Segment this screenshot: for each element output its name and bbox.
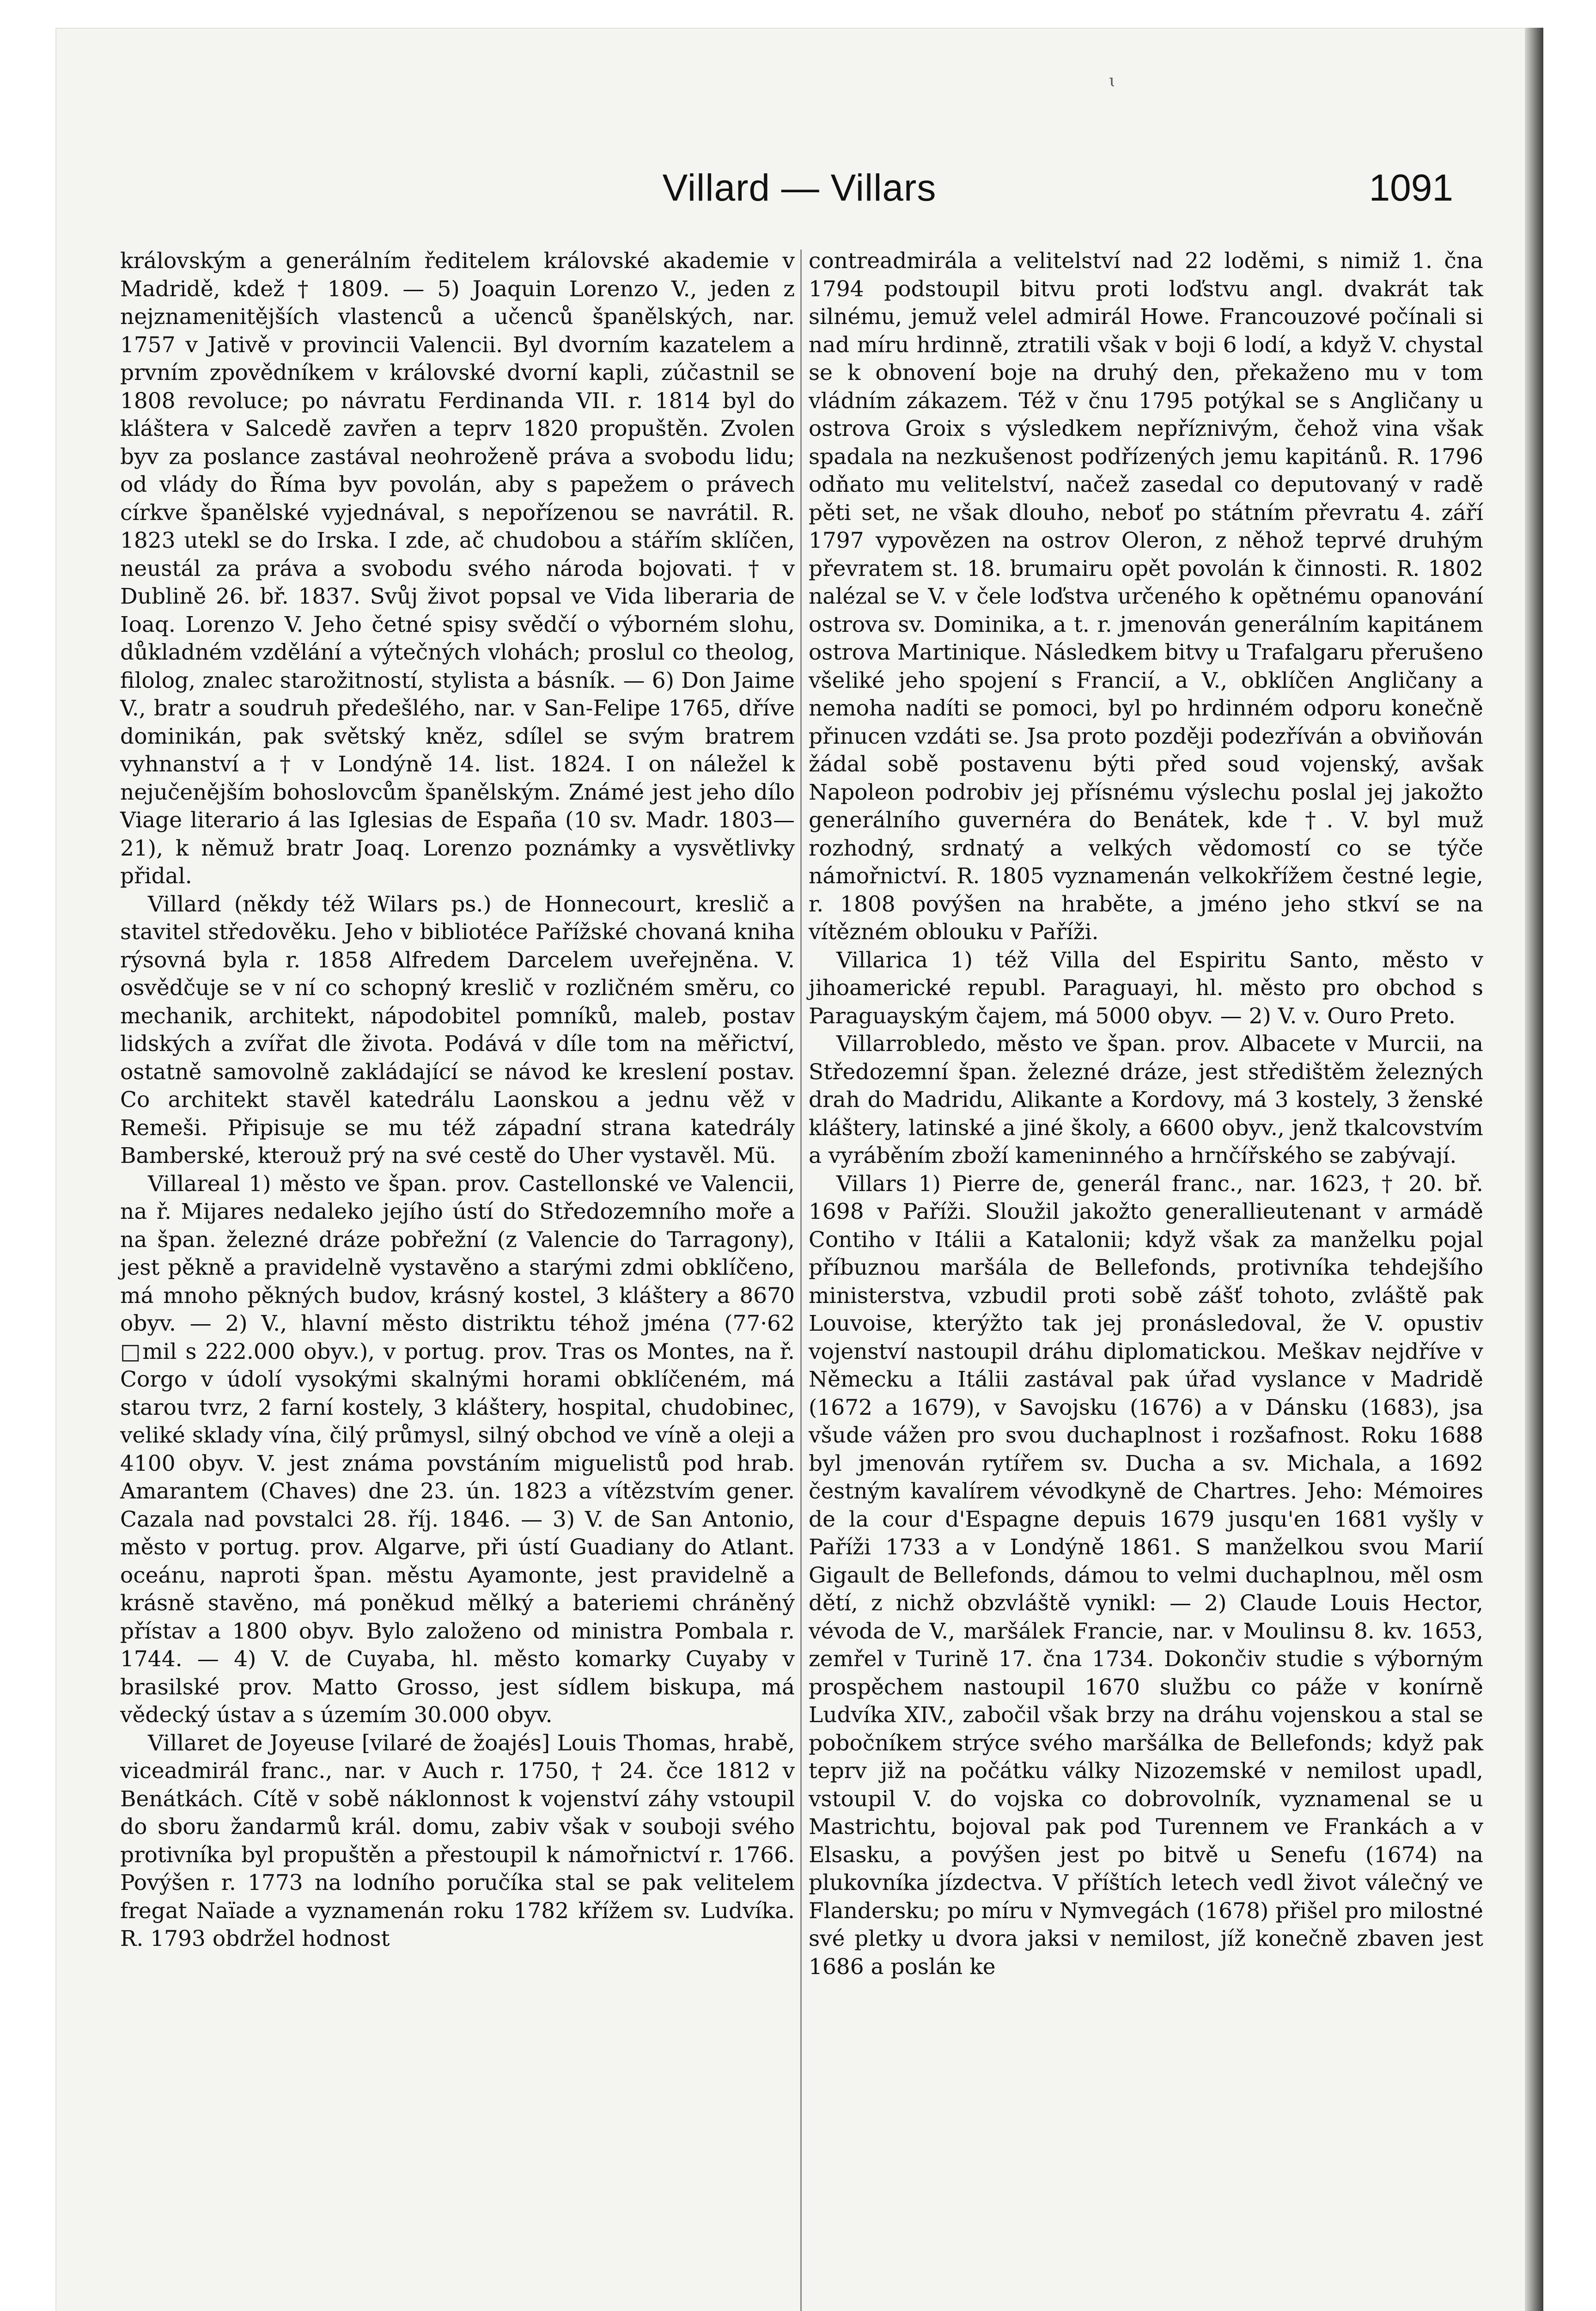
book-spine-shadow xyxy=(1525,28,1543,2311)
entry-continuation: královským a generálním ředitelem královské akademie v Madridě, kdež † 1809. — 5) Joaquin Lorenzo V., jeden z nejznamenitějších vlastenců a učenců španělských, nar. 1757 v Jativě v provincii Valencii. Byl dvorním kazatelem a prvním zpovědníkem v královské dvorní kapli, zúčastnil se 1808 revoluce; po návratu Ferdinanda VII. r. 1814 byl do kláštera v Salcedě zavřen a teprv 1820 propuštěn. Zvolen byv za poslance zastával neohroženě práva a svobodu lidu; od vlády do Říma byv povolán, aby s papežem o právech církve španělské vyjednával, s nepořízenou se navrátil. R. 1823 utekl se do Irska. I zde, ač chudobou a stářím sklíčen, neustál za práva a svobodu svého národa bojovati. † v Dublině 26. bř. 1837. Svůj život popsal ve Vida liberaria de Ioaq. Lorenzo V. Jeho četné spisy svědčí o výborném slohu, důkladném vzdělání a výtečných vlohách; proslul co theolog, filolog, znalec starožitností, stylista a básník. — 6) Don Jaime V., bratr a soudruh předešlého, nar. v San-Felipe 1765, dříve dominikán, pak světský kněz, sdílel se svým bratrem vyhnanství a † v Londýně 14. list. 1824. I on náležel k nejučenějším bohoslovcům španělským. Známé jest jeho dílo Viage literario á las Iglesias de España (10 sv. Madr. 1803—21), k němuž bratr Joaq. Lorenzo poznámky a vysvětlivky přidal. xyxy=(120,248,795,889)
running-head: Villard — Villars xyxy=(662,167,937,209)
page-mark: ɩ xyxy=(1109,72,1116,91)
column-divider xyxy=(800,250,802,2311)
right-column xyxy=(809,247,1483,1981)
entry-villars: Villars 1) Pierre de, generál franc., nar. 1623, † 20. bř. 1698 v Paříži. Sloužil jakožto generallieutenant v armádě Contiho v Itálii a Katalonii; když však za manželku pojal příbuznou maršála de Bellefonds, protivníka tehdejšího ministerstva, vzbudil proti sobě zášť tohoto, zvláště pak Louvoise, kterýžto tak jej pronásledoval, že V. opustiv vojenství nastoupil dráhu diplomatickou. Meškav nejdříve v Německu a Itálii zastával pak úřad vyslance v Madridě (1672 a 1679), v Savojsku (1676) a v Dánsku (1683), jsa všude vážen pro svou duchaplnost i rozšafnost. Roku 1688 byl jmenován rytířem sv. Ducha a sv. Michala, a 1692 čestným kavalírem vévodkyně de Chartres. Jeho: Mémoires de la cour d'Espagne depuis 1679 jusqu'en 1681 vyšly v Paříži 1733 a v Londýně 1861. S manželkou svou Marií Gigault de Bellefonds, dámou to velmi duchaplnou, měl osm dětí, z nichž obzvláště vynikl: — 2) Claude Louis Hector, vévoda de V., maršálek Francie, nar. v Moulinsu 8. kv. 1653, zemřel v Turině 17. čna 1734. Dokončiv studie s výborným prospěchem nastoupil 1670 službu co páže v konírně Ludvíka XIV., zabočil však brzy na dráhu vojenskou a stal se pobočníkem strýce svého maršálka de Bellefonds; když pak teprv již na počátku války Nizozemské v nemilost upadl, vstoupil V. do vojska co dobrovolník, vyznamenal se u Mastrichtu, bojoval pak pod Turennem ve Frankách a v Elsasku, a povýšen jest po bitvě u Senefu (1674) na plukovníka jízdectva. V příštích letech vedl život válečný ve Flandersku; po míru v Nymvegách (1678) přišel pro milostné své pletky u dvora jaksi v nemilost, jíž konečně zbaven jest 1686 a poslán ke xyxy=(809,1171,1483,1980)
entry-villaret-de-joyeuse: Villaret de Joyeuse [vilaré de žoajés] Louis Thomas, hrabě, viceadmirál franc., nar. v Auch r. 1750, † 24. čce 1812 v Benátkách. Cítě v sobě náklonnost k vojenství záhy vstoupil do sboru žandarmů král. domu, zabiv však v souboji svého protivníka byl propuštěn a přestoupil k námořnictví r. 1766. Povýšen r. 1773 na lodního poručíka stal se pak velitelem fregat Naïade a vyznamenán roku 1782 křížem sv. Ludvíka. R. 1793 obdržel hodnost xyxy=(120,1730,795,1951)
entry-villarrobledo: Villarrobledo, město ve špan. prov. Albacete v Murcii, na Středozemní špan. železné dráze, jest středištěm železných drah do Madridu, Alikante a Kordovy, má 3 kostely, 3 ženské kláštery, latinské a jiné školy, a 6600 obyv., jenž tkalcovstvím a vyráběním zboží kameninného a hrnčířského se zabývají. xyxy=(809,1031,1483,1168)
book-page xyxy=(55,28,1543,2311)
entry-villarica: Villarica 1) též Villa del Espiritu Santo, město v jihoamerické republ. Paraguayi, hl. město pro obchod s Paraguayským čajem, má 5000 obyv. — 2) V. v. Ouro Preto. xyxy=(809,947,1483,1029)
left-column xyxy=(120,247,795,1953)
entry-villard: Villard (někdy též Wilars ps.) de Honnecourt, kreslič a stavitel středověku. Jeho v bibliotéce Pařížské chovaná kniha rýsovná byla r. 1858 Alfredem Darcelem uveřejněna. V. osvědčuje se v ní co schopný kreslič v rozličném směru, co mechanik, architekt, nápodobitel pomníků, maleb, postav lidských a zvířat dle života. Podává v díle tom na měřictví, ostatně samovolně zakládající se návod ke kreslení postav. Co architekt stavěl katedrálu Laonskou a jednu věž v Remeši. Připisuje se mu též západní strana katedrály Bamberské, kterouž prý na své cestě do Uher vystavěl. Mü. xyxy=(120,891,795,1168)
page-header xyxy=(55,166,1543,222)
entry-villareal: Villareal 1) město ve špan. prov. Castellonské ve Valencii, na ř. Mijares nedaleko jejího ústí do Středozemního moře a na špan. železné dráze pobřežní (z Valencie do Tarragony), jest pěkně a pravidelně vystavěno a starými zdmi obklíčeno, má mnoho pěkných budov, krásný kostel, 3 kláštery a 8670 obyv. — 2) V., hlavní město distriktu téhož jména (77·62 □mil s 222.000 obyv.), v portug. prov. Tras os Montes, na ř. Corgo v údolí vysokými skalnými horami obklíčeném, má starou tvrz, 2 farní kostely, 3 kláštery, hospital, chudobinec, veliké sklady vína, čilý průmysl, silný obchod ve víně a oleji a 4100 obyv. V. jest známa povstáním miguelistů pod hrab. Amarantem (Chaves) dne 23. ún. 1823 a vítězstvím gener. Cazala nad povstalci 28. říj. 1846. — 3) V. de San Antonio, město v portug. prov. Algarve, při ústí Guadiany do Atlant. oceánu, naproti špan. městu Ayamonte, jest pravidelně a krásně stavěno, má poněkud mělký a bateriemi chráněný přístav a 1800 obyv. Bylo založeno od ministra Pombala r. 1744. — 4) V. de Cuyaba, hl. město komarky Cuyaby v brasilské prov. Matto Grosso, jest sídlem biskupa, má vědecký ústav a s územím 30.000 obyv. xyxy=(120,1171,795,1728)
entry-villaret-continuation: contreadmirála a velitelství nad 22 loděmi, s nimiž 1. čna 1794 podstoupil bitvu proti loďstvu angl. dvakrát tak silnému, jemuž velel admirál Howe. Francouzové počínali si nad míru hrdinně, ztratili však v boji 6 lodí, a když V. chystal se k obnovení boje na druhý den, překaženo mu v tom vládním zákazem. Též v čnu 1795 potýkal se s Angličany u ostrova Groix s výsledkem nepříznivým, čehož vina však spadala na nezkušenost podřízených jemu kapitánů. R. 1796 odňato mu velitelství, načež zasedal co deputovaný v radě pěti set, ne však dlouho, neboť po státním převratu 4. září 1797 vypovězen na ostrov Oleron, z něhož teprvé druhým převratem st. 18. brumairu opět povolán k činnosti. R. 1802 nalézal se V. v čele loďstva určeného k opětnému opanování ostrova sv. Dominika, a t. r. jmenován generálním kapitánem ostrova Martinique. Následkem bitvy u Trafalgaru přerušeno všeliké jeho spojení s Francií, a V., obklíčen Angličany a nemoha nadíti se pomoci, byl po hrdinném odporu konečně přinucen vzdáti se. Jsa proto později podezříván a obviňován žádal sobě postavenu býti před soud vojenský, avšak Napoleon podrobiv jej přísnému výslechu poslal jej jakožto generálního guvernéra do Benátek, kde †. V. byl muž rozhodný, srdnatý a velkých vědomostí co se týče námořnictví. R. 1805 vyznamenán velkokřížem čestné legie, r. 1808 povýšen na hraběte, a jméno jeho stkví se na vítězném oblouku v Paříži. xyxy=(809,248,1483,945)
page-number: 1091 xyxy=(1369,167,1453,209)
